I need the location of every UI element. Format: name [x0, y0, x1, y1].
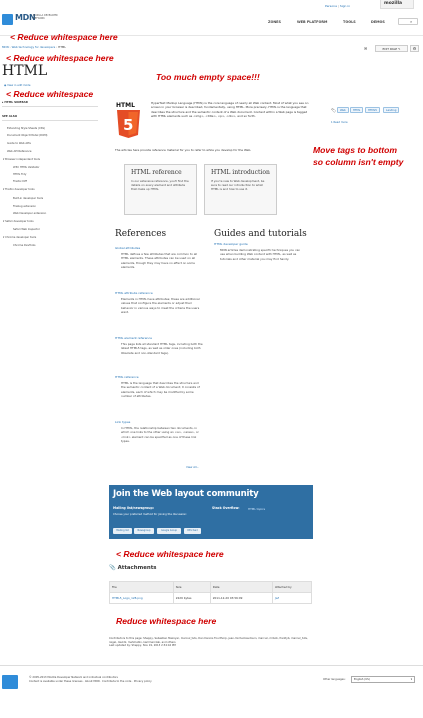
guides-heading: Guides and tutorials [214, 229, 307, 239]
annotation-reduce-whitespace-1: < Reduce whitespace here [10, 32, 118, 42]
table-header-row [110, 582, 312, 593]
tag-html[interactable]: HTML [350, 107, 363, 113]
nav-zones[interactable]: ZONES [268, 20, 281, 24]
footer-copyright [29, 676, 229, 684]
sidebar-item[interactable]: Firefox Diff [13, 180, 27, 183]
mozilla-footer-logo-icon[interactable] [2, 675, 18, 689]
sidebar-item[interactable]: Web API Reference [7, 150, 32, 153]
sidebar-item[interactable]: HTML Tidy [13, 173, 27, 176]
annotation-reduce-whitespace-3: < Reduce whitespace [6, 89, 94, 99]
guide-link-developer-guide[interactable]: HTML developer guide [214, 242, 248, 246]
footer-copy-text: © 2005-2013 Mozilla Developer Network and individual contributors [29, 676, 118, 679]
sidebar-group-label: Chrome developer tools [5, 236, 37, 239]
edit-page-button[interactable]: EDIT PAGE ✎ [375, 45, 408, 52]
sidebar-see-also: SEE ALSO [2, 112, 98, 121]
ref-description: HTML is the language that describes the structure and the semantic content of a Web document; it consists of elements, each of which may be modified by some number of attributes. [121, 381, 200, 398]
annotation-reduce-whitespace-4: < Reduce whitespace here [116, 549, 224, 559]
ref-link-link-types[interactable]: Link types [115, 420, 131, 424]
annotation-empty-space: Too much empty space!!! [156, 72, 260, 82]
sidebar-item[interactable]: Document Object Model (DOM) [7, 134, 48, 137]
mailing-list-button[interactable]: Mailing list [113, 528, 132, 534]
guide-description: MDN articles demonstrating specific techniques you can use when building Web content with HTML, as well as tutorials and other material you may find handy. [220, 248, 301, 261]
footer-links[interactable]: Content is available under these licenses · About MDN · Contribute to the code · Privacy policy [29, 679, 152, 683]
nav-tools[interactable]: TOOLS [343, 20, 356, 24]
community-title: Join the Web layout community [113, 489, 259, 499]
breadcrumb-web-tech[interactable]: Web technology for developers [11, 45, 56, 49]
card-text: In our extensive reference, you'll find the details on every element and attribute that make up HTML. [131, 179, 189, 192]
ref-link-global-attributes[interactable]: Global attributes [115, 246, 141, 250]
sidebar-group[interactable]: ▾ Firefox developer tools [3, 188, 35, 191]
top-links: Persona | Sign in [325, 4, 351, 8]
sidebar-item[interactable]: Chrome DevTools [13, 244, 36, 247]
page-title: HTML [2, 63, 48, 79]
ref-description: HTML defines a few attributes that are common to all HTML elements. These attributes can be used on all elements, though they may have no effect on some elements. [121, 252, 198, 269]
ref-description: In HTML, the relationship between two documents, in which one links to the other using an <a>, <area>, or <link> element can be specified as one of these link types. [121, 426, 199, 443]
sidebar-group-label: Safari developer tools [5, 220, 34, 223]
svg-text:5: 5 [123, 116, 134, 134]
table-row [110, 593, 312, 604]
nav-demos[interactable]: DEMOS [371, 20, 385, 24]
site-logo[interactable]: MDN [15, 13, 36, 22]
sidebar-item[interactable]: Extending Style Sheets (CSS) [7, 127, 46, 130]
sidebar-group-label: Firefox developer tools [5, 188, 35, 191]
breadcrumb-mdn[interactable]: MDN [2, 45, 9, 49]
attachment-file-link[interactable]: HTML5_Logo_128.png [110, 593, 174, 604]
annotation-column-empty: so column isn't empty [313, 157, 404, 167]
mailing-list-text: Choose your preferred method for joining the discussion: [113, 513, 188, 516]
sidebar-group[interactable]: ▾ Chrome developer tools [3, 236, 37, 239]
sidebar-group-label: Browser independent tools [5, 158, 40, 161]
gear-icon[interactable]: ⚙ [410, 45, 419, 52]
annotation-reduce-whitespace-2: < Reduce whitespace here [6, 53, 114, 63]
intro-text: HyperText Markup Language (HTML) is the core language of nearly all Web content. Most of what you see on screen in your browser is described, fundamentally, using HTML. More precisely, HTML is the language that describes the structure and the semantic content of a Web document. Content within a Web page is tagged with HTML elements such as <img>, <title>, <p>, <div>, and so forth. [151, 101, 309, 119]
view-mode-label: View in edit mode [7, 84, 31, 87]
attachment-size: 2229 bytes [173, 593, 210, 604]
persona-link[interactable]: Persona [325, 4, 337, 8]
sidebar-item[interactable]: Web Developer extension [13, 212, 47, 215]
view-mode-link[interactable] [4, 84, 30, 87]
site-footer [0, 665, 423, 718]
ref-link-html-reference[interactable]: HTML reference [115, 375, 139, 379]
col-file: File [110, 582, 174, 593]
language-label: Other languages: [323, 678, 346, 681]
card-html-reference[interactable] [124, 164, 197, 215]
references-heading: References [115, 229, 167, 239]
search-input[interactable] [398, 18, 418, 25]
sidebar-item[interactable]: Firebug extension [13, 205, 37, 208]
sidebar-item[interactable]: Built-in developer tools [13, 197, 44, 200]
read-more-link[interactable]: 1 Read more [331, 121, 348, 124]
tag-landing[interactable]: Landing [383, 107, 399, 113]
ref-link-element-reference[interactable]: HTML element reference [115, 336, 152, 340]
card-title: HTML introduction [211, 169, 270, 176]
newsgroup-button[interactable]: Newsgroup [134, 528, 154, 534]
ref-description: This page lists all standard HTML tags, including both the latest HTML5 tags, as well as older ones (including both Obsolete and non-standard tags). [121, 342, 203, 355]
nav-web-platform[interactable]: WEB PLATFORM [297, 20, 328, 24]
attachments-heading-label: Attachments [117, 565, 157, 571]
annotation-move-tags: Move tags to bottom [313, 145, 398, 155]
chat-icon[interactable]: ✉ [364, 46, 368, 51]
card-html-introduction[interactable] [204, 164, 277, 215]
sidebar-item[interactable]: Safari Web Inspector [13, 228, 40, 231]
sign-in-link[interactable]: Sign in [339, 4, 351, 8]
sidebar-heading-label: HTML SIDEBAR [4, 100, 28, 104]
annotation-reduce-whitespace-5: Reduce whitespace here [116, 616, 217, 626]
contributors [109, 637, 309, 648]
sidebar-heading[interactable]: ▸ HTML SIDEBAR [2, 98, 98, 107]
svg-text:HTML: HTML [116, 102, 135, 109]
sidebar-item[interactable]: W3C HTML Validator [13, 166, 40, 169]
sidebar-group[interactable]: ▾ Browser independent tools [3, 158, 40, 161]
col-attached-by: Attached by [272, 582, 311, 593]
search-icon[interactable]: ⌕ [410, 19, 413, 24]
google-group-button[interactable]: Google Group [157, 528, 181, 534]
language-value: English (US) [354, 678, 370, 681]
contributors-list: Contributors to this page: Sheppy, Sebastien Mazoyer, marcuz_tuts, Dan Dennis Fourthorp, jean-michel.baudouin, marcuz, mrbob, freddyb, marcuz_tuts, rsigel, davidz, mehmetzn, kammarczak, and others [109, 637, 308, 644]
ref-link-attribute-reference[interactable]: HTML attribute reference [115, 291, 153, 295]
site-header [0, 0, 423, 36]
mdn-logo-icon[interactable] [2, 14, 13, 25]
chevron-down-icon: ▾ [410, 678, 412, 681]
sidebar-group[interactable]: ▾ Safari developer tools [3, 220, 34, 223]
tag-web[interactable]: Web [337, 107, 349, 113]
tag-icon: 🏷 [331, 108, 337, 113]
stack-overflow-link[interactable]: HTML topics [248, 507, 266, 511]
rss-feed-button[interactable]: RSS feed [184, 528, 201, 534]
tag-html5[interactable]: HTML5 [365, 107, 380, 113]
attachment-author-link[interactable]: jwf [272, 593, 311, 604]
attachment-date: 2011-12-20 03:56:09 [210, 593, 272, 604]
last-updated: Last updated by: Sheppy, Nov 19, 2013 2:34:42 PM [109, 644, 176, 648]
view-all-link[interactable]: View All... [186, 465, 200, 469]
html5-logo-icon [115, 101, 142, 139]
sidebar-item[interactable]: Guide to Web APIs [7, 142, 31, 145]
attachment-icon: 📎 [109, 565, 118, 571]
attachments-table [109, 581, 312, 604]
attachments-heading [109, 565, 157, 571]
breadcrumb-html: HTML [58, 45, 66, 49]
language-select[interactable] [351, 676, 415, 683]
mailing-list-heading: Mailing list/newsgroup: [113, 506, 154, 510]
logo-subtitle: MOZILLA DEVELOPER NETWORK [33, 14, 58, 20]
articles-intro: The articles here provide reference material for you to refer to while you develop for the Web. [115, 148, 252, 152]
mozilla-tab[interactable]: mozilla [380, 0, 414, 9]
col-size: Size [173, 582, 210, 593]
ref-description: Elements in HTML have attributes; these are additional values that configure the elements or adjust their behavior in various ways to meet the criteria the users want. [121, 297, 200, 314]
edit-label: EDIT PAGE [382, 47, 398, 51]
card-text: If you're new to Web development, be sure to read our introduction to what HTML is and how to use it. [211, 179, 265, 192]
card-title: HTML reference [131, 169, 182, 176]
col-date: Date [210, 582, 272, 593]
stack-overflow-heading: Stack Overflow: [212, 506, 240, 510]
eye-icon: ◉ [4, 84, 8, 87]
breadcrumb: MDN › Web technology for developers › HTML [2, 45, 66, 49]
